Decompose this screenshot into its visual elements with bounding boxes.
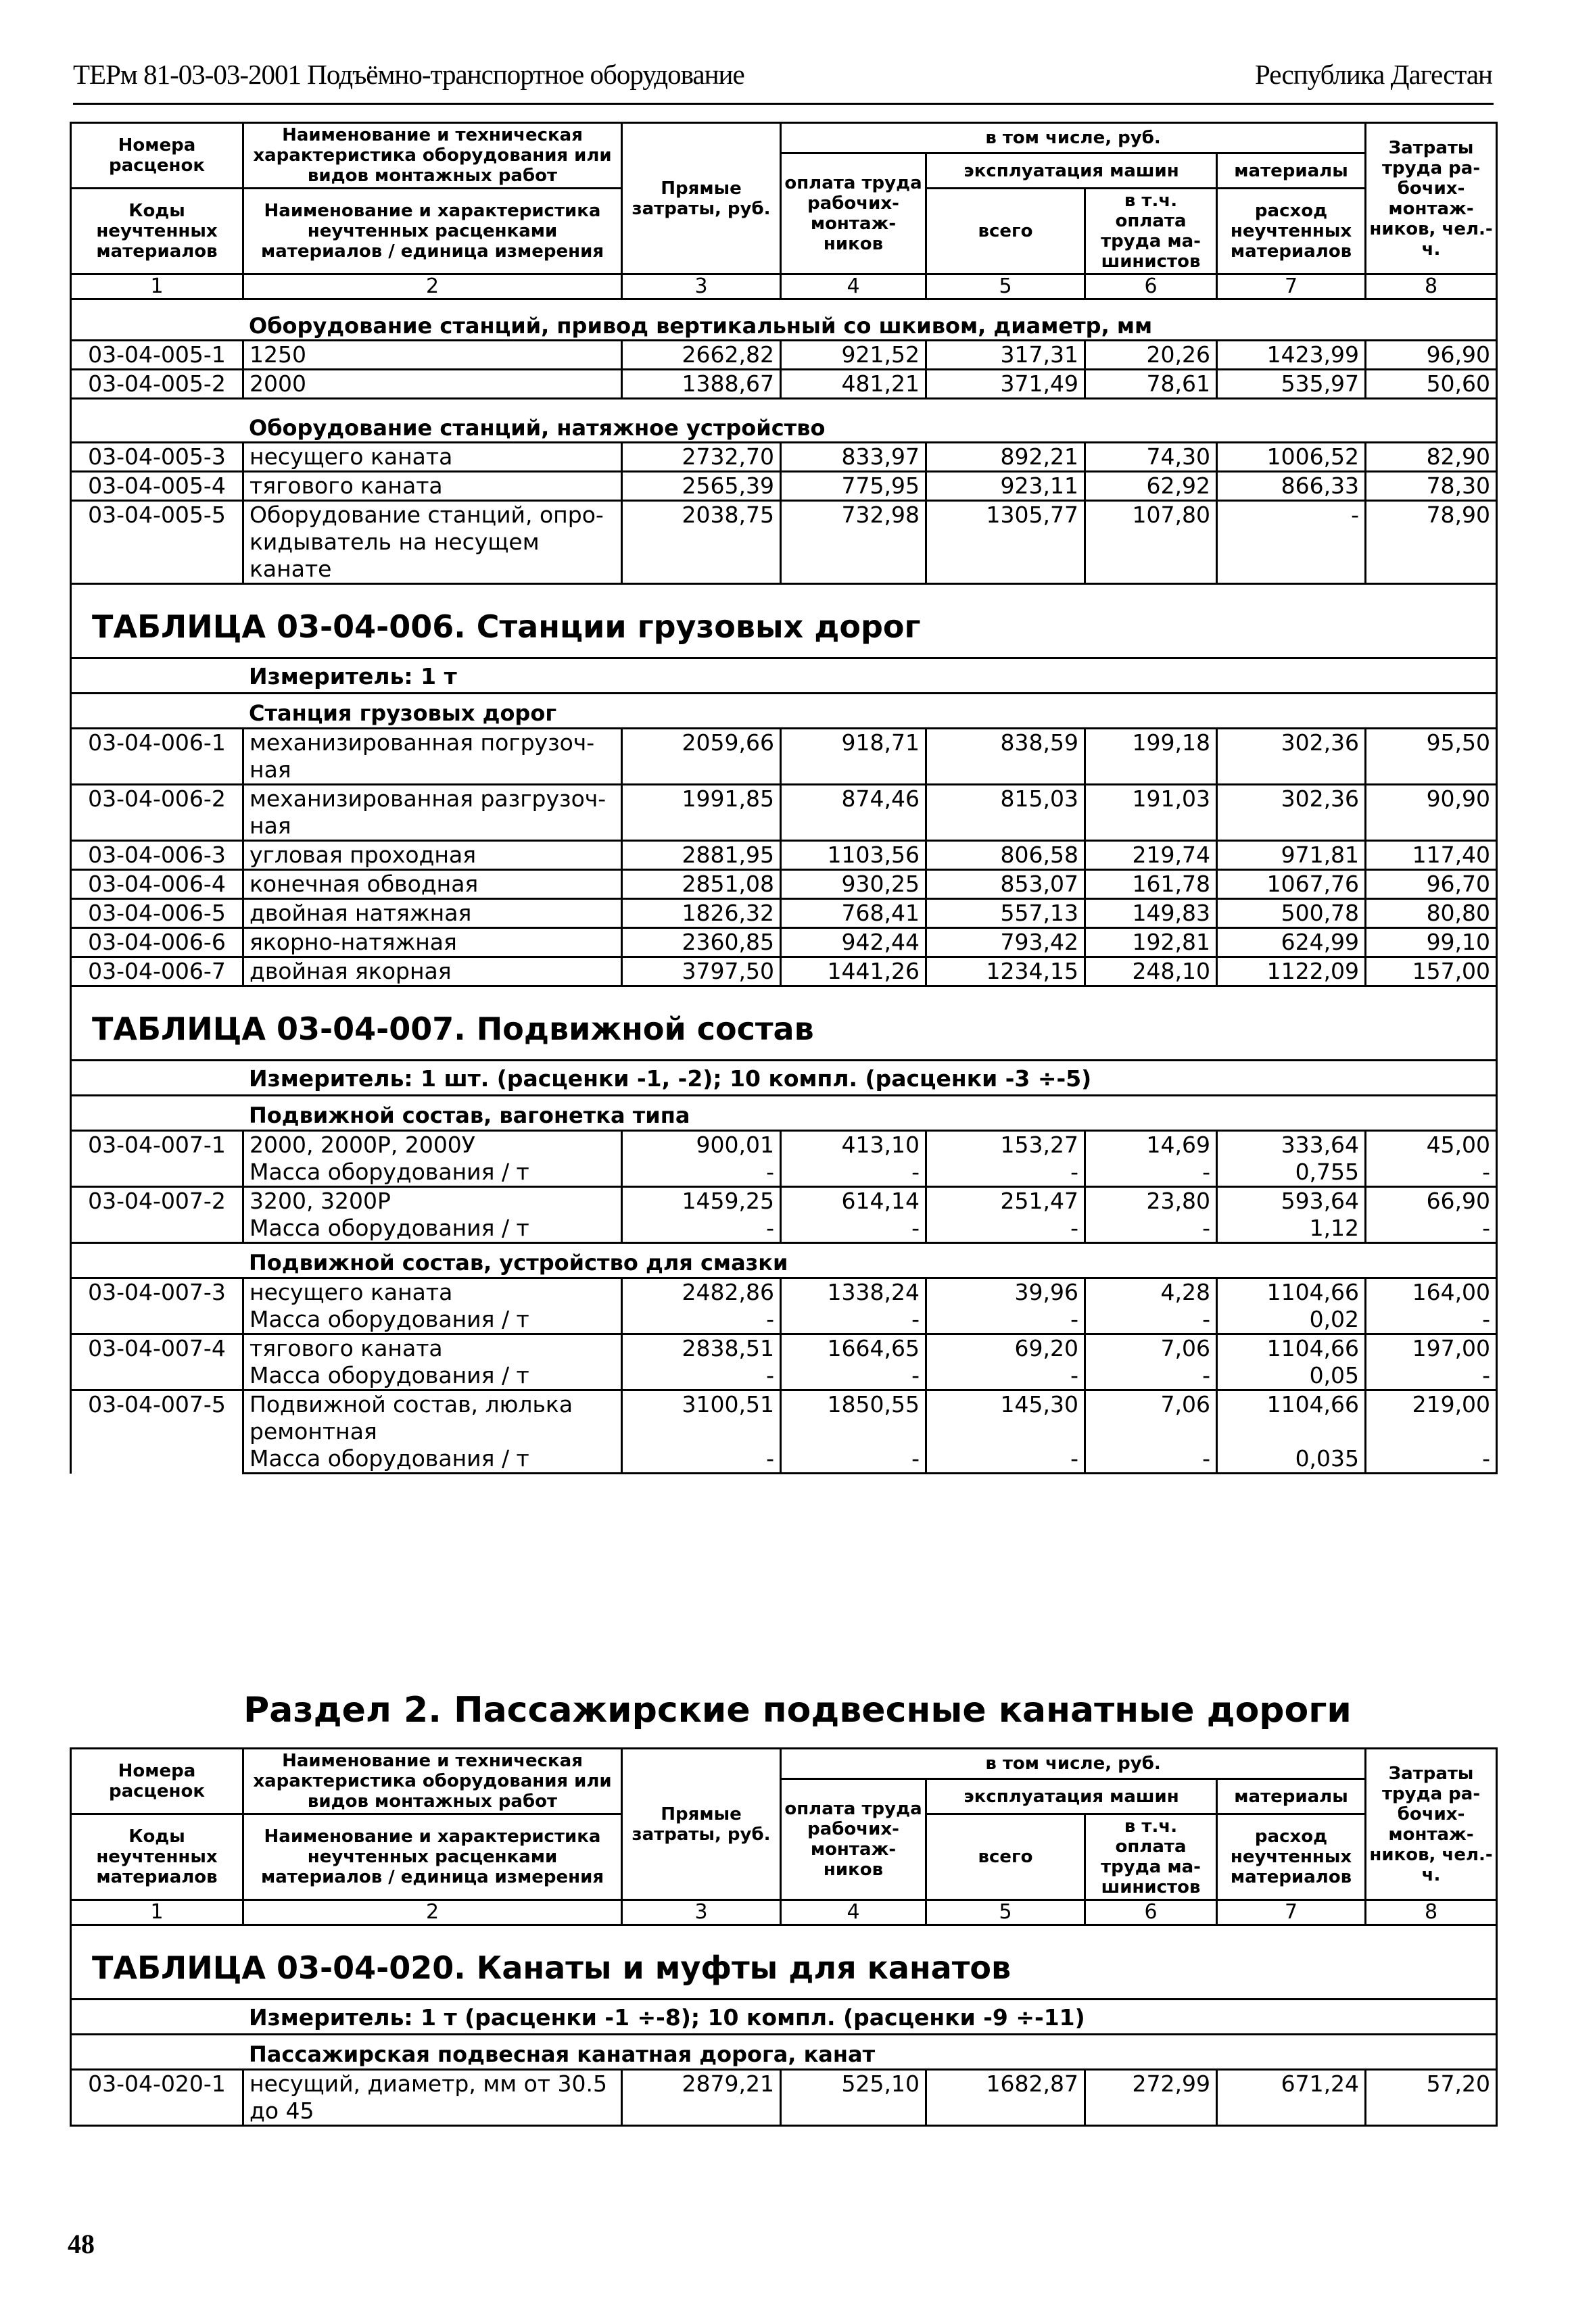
table-row xyxy=(71,1131,1497,1159)
rate-name: несущего каната xyxy=(243,1278,622,1307)
machines-total: 793,42 xyxy=(926,928,1085,957)
table-row xyxy=(71,1187,1497,1215)
group-heading: Станция грузовых дорог xyxy=(71,694,1497,729)
rate-name: 2000 xyxy=(243,370,622,399)
machinist-wages: 74,30 xyxy=(1085,443,1217,472)
machines-total: 1234,15 xyxy=(926,957,1085,986)
machinist-wages: 272,99 xyxy=(1085,2070,1217,2126)
material-value: - xyxy=(1085,1215,1217,1243)
material-usage: 0,755 xyxy=(1217,1159,1366,1187)
machinist-wages: 4,28 xyxy=(1085,1278,1217,1307)
material-row xyxy=(71,1159,1497,1187)
labor-hours: 157,00 xyxy=(1366,957,1497,986)
material-value: - xyxy=(1366,1445,1497,1474)
direct-costs: 2360,85 xyxy=(622,928,781,957)
col-number: 7 xyxy=(1217,274,1366,299)
labor-hours: 90,90 xyxy=(1366,785,1497,841)
rate-name: 1250 xyxy=(243,341,622,370)
col-head-material-usage: расход неучтенных материалов xyxy=(1217,1814,1366,1900)
labor-hours: 219,00 xyxy=(1366,1390,1497,1446)
running-header-region: Республика Дагестан xyxy=(1255,59,1492,90)
material-value: - xyxy=(622,1215,781,1243)
table-row xyxy=(71,729,1497,785)
col-head-direct-costs: Прямые затраты, руб. xyxy=(622,123,781,274)
col-number: 5 xyxy=(926,274,1085,299)
direct-costs: 2732,70 xyxy=(622,443,781,472)
col-number: 8 xyxy=(1366,274,1497,299)
materials: 1104,66 xyxy=(1217,1334,1366,1363)
material-name: Масса оборудования / т xyxy=(243,1306,622,1334)
labor-hours: 78,90 xyxy=(1366,501,1497,584)
direct-costs: 2881,95 xyxy=(622,841,781,870)
material-row xyxy=(71,1445,1497,1474)
rate-name: тягового каната xyxy=(243,1334,622,1363)
rate-name: Оборудование станций, опро-кидыватель на несущем канате xyxy=(243,501,622,584)
col-head-machinist-wages: в т.ч. оплата труда ма-шинистов xyxy=(1085,189,1217,274)
table-row xyxy=(71,1390,1497,1446)
material-value: - xyxy=(781,1215,926,1243)
material-name: Масса оборудования / т xyxy=(243,1215,622,1243)
materials: 1104,66 xyxy=(1217,1390,1366,1446)
rate-code: 03-04-006-1 xyxy=(71,729,243,785)
direct-costs: 1388,67 xyxy=(622,370,781,399)
table-row xyxy=(71,341,1497,370)
material-row xyxy=(71,1215,1497,1243)
col-number: 3 xyxy=(622,1900,781,1925)
labor-hours: 96,90 xyxy=(1366,341,1497,370)
materials: 866,33 xyxy=(1217,472,1366,501)
material-value: - xyxy=(926,1215,1085,1243)
machines-total: 806,58 xyxy=(926,841,1085,870)
rate-name: 2000, 2000Р, 2000У xyxy=(243,1131,622,1159)
materials: 1423,99 xyxy=(1217,341,1366,370)
wages: 413,10 xyxy=(781,1131,926,1159)
rate-name: якорно-натяжная xyxy=(243,928,622,957)
material-row xyxy=(71,1362,1497,1390)
col-head-including: в том числе, руб. xyxy=(781,123,1366,153)
table-title: ТАБЛИЦА 03-04-006. Станции грузовых дорог xyxy=(71,584,1497,658)
col-number: 3 xyxy=(622,274,781,299)
running-header-title: ТЕРм 81-03-03-2001 Подъёмно-транспортное оборудование xyxy=(73,59,744,90)
direct-costs: 1459,25 xyxy=(622,1187,781,1215)
rate-name: двойная натяжная xyxy=(243,899,622,928)
machinist-wages: 78,61 xyxy=(1085,370,1217,399)
col-head-machines: эксплуатация машин xyxy=(926,1779,1217,1814)
wages: 930,25 xyxy=(781,870,926,899)
rate-code: 03-04-006-2 xyxy=(71,785,243,841)
rate-code: 03-04-005-5 xyxy=(71,501,243,584)
wages: 614,14 xyxy=(781,1187,926,1215)
col-head-machinist-wages: в т.ч. оплата труда ма-шинистов xyxy=(1085,1814,1217,1900)
labor-hours: 82,90 xyxy=(1366,443,1497,472)
material-value: - xyxy=(622,1159,781,1187)
col-number: 8 xyxy=(1366,1900,1497,1925)
machinist-wages: 161,78 xyxy=(1085,870,1217,899)
materials: 593,64 xyxy=(1217,1187,1366,1215)
rate-name: двойная якорная xyxy=(243,957,622,986)
labor-hours: 197,00 xyxy=(1366,1334,1497,1363)
materials: 333,64 xyxy=(1217,1131,1366,1159)
table-row xyxy=(71,443,1497,472)
rate-code: 03-04-005-1 xyxy=(71,341,243,370)
direct-costs: 2662,82 xyxy=(622,341,781,370)
rate-code: 03-04-007-2 xyxy=(71,1187,243,1243)
col-head-machines-total: всего xyxy=(926,1814,1085,1900)
table-row xyxy=(71,841,1497,870)
materials: 624,99 xyxy=(1217,928,1366,957)
material-value: - xyxy=(926,1445,1085,1474)
materials: 1104,66 xyxy=(1217,1278,1366,1307)
wages: 874,46 xyxy=(781,785,926,841)
machines-total: 853,07 xyxy=(926,870,1085,899)
machines-total: 923,11 xyxy=(926,472,1085,501)
rate-code: 03-04-020-1 xyxy=(71,2070,243,2126)
wages: 1850,55 xyxy=(781,1390,926,1446)
rate-name: механизированная погрузоч-ная xyxy=(243,729,622,785)
wages: 525,10 xyxy=(781,2070,926,2126)
section-title: Раздел 2. Пассажирские подвесные канатные дороги xyxy=(243,1690,1352,1730)
material-value: - xyxy=(781,1306,926,1334)
col-head-including: в том числе, руб. xyxy=(781,1749,1366,1779)
materials: 535,97 xyxy=(1217,370,1366,399)
rates-table-2 xyxy=(70,1747,1498,2127)
direct-costs: 2565,39 xyxy=(622,472,781,501)
direct-costs: 2038,75 xyxy=(622,501,781,584)
col-number: 6 xyxy=(1085,274,1217,299)
materials: 1006,52 xyxy=(1217,443,1366,472)
machines-total: 145,30 xyxy=(926,1390,1085,1446)
material-row xyxy=(71,1306,1497,1334)
material-value: - xyxy=(622,1362,781,1390)
wages: 1338,24 xyxy=(781,1278,926,1307)
materials: 302,36 xyxy=(1217,729,1366,785)
col-head-material-codes: Коды неучтенных материалов xyxy=(71,1814,243,1900)
materials: 1122,09 xyxy=(1217,957,1366,986)
labor-hours: 80,80 xyxy=(1366,899,1497,928)
material-value: - xyxy=(1366,1306,1497,1334)
rate-code: 03-04-005-4 xyxy=(71,472,243,501)
col-head-material-name: Наименование и характеристика неучтенных расценками материалов / единица измерения xyxy=(243,1814,622,1900)
material-value: - xyxy=(1085,1159,1217,1187)
wages: 1664,65 xyxy=(781,1334,926,1363)
material-name: Масса оборудования / т xyxy=(243,1362,622,1390)
labor-hours: 96,70 xyxy=(1366,870,1497,899)
direct-costs: 3797,50 xyxy=(622,957,781,986)
wages: 768,41 xyxy=(781,899,926,928)
group-heading: Пассажирская подвесная канатная дорога, канат xyxy=(71,2035,1497,2070)
table-row xyxy=(71,472,1497,501)
rate-code: 03-04-006-3 xyxy=(71,841,243,870)
machinist-wages: 191,03 xyxy=(1085,785,1217,841)
wages: 481,21 xyxy=(781,370,926,399)
unit-of-measure: Измеритель: 1 шт. (расценки -1, -2); 10 компл. (расценки -3 ÷-5) xyxy=(71,1061,1497,1096)
rate-name: конечная обводная xyxy=(243,870,622,899)
machinist-wages: 107,80 xyxy=(1085,501,1217,584)
wages: 833,97 xyxy=(781,443,926,472)
unit-of-measure: Измеритель: 1 т xyxy=(71,658,1497,694)
table-row xyxy=(71,870,1497,899)
material-value: - xyxy=(781,1362,926,1390)
machinist-wages: 7,06 xyxy=(1085,1390,1217,1446)
labor-hours: 45,00 xyxy=(1366,1131,1497,1159)
rate-code: 03-04-007-4 xyxy=(71,1334,243,1390)
col-number: 4 xyxy=(781,1900,926,1925)
material-value: - xyxy=(1085,1445,1217,1474)
material-usage: 0,05 xyxy=(1217,1362,1366,1390)
labor-hours: 99,10 xyxy=(1366,928,1497,957)
labor-hours: 78,30 xyxy=(1366,472,1497,501)
materials: - xyxy=(1217,501,1366,584)
wages: 1103,56 xyxy=(781,841,926,870)
direct-costs: 2851,08 xyxy=(622,870,781,899)
labor-hours: 57,20 xyxy=(1366,2070,1497,2126)
wages: 921,52 xyxy=(781,341,926,370)
labor-hours: 95,50 xyxy=(1366,729,1497,785)
page-number: 48 xyxy=(68,2229,95,2259)
materials: 1067,76 xyxy=(1217,870,1366,899)
material-value: - xyxy=(1366,1159,1497,1187)
labor-hours: 50,60 xyxy=(1366,370,1497,399)
material-value: - xyxy=(622,1445,781,1474)
col-head-wages: оплата труда рабочих-монтаж-ников xyxy=(781,153,926,274)
machines-total: 815,03 xyxy=(926,785,1085,841)
table-row xyxy=(71,2070,1497,2126)
col-head-labor: Затраты труда ра-бочих-монтаж-ников, чел.-ч. xyxy=(1366,1749,1497,1900)
machinist-wages: 23,80 xyxy=(1085,1187,1217,1215)
col-head-direct-costs: Прямые затраты, руб. xyxy=(622,1749,781,1900)
material-name: Масса оборудования / т xyxy=(243,1159,622,1187)
direct-costs: 1826,32 xyxy=(622,899,781,928)
col-number: 7 xyxy=(1217,1900,1366,1925)
col-head-machines-total: всего xyxy=(926,189,1085,274)
machines-total: 1305,77 xyxy=(926,501,1085,584)
machinist-wages: 7,06 xyxy=(1085,1334,1217,1363)
group-heading: Подвижной состав, вагонетка типа xyxy=(71,1096,1497,1131)
machines-total: 838,59 xyxy=(926,729,1085,785)
table-row xyxy=(71,928,1497,957)
material-value: - xyxy=(781,1159,926,1187)
rate-code: 03-04-005-3 xyxy=(71,443,243,472)
rate-name: Подвижной состав, люлька ремонтная xyxy=(243,1390,622,1446)
materials: 671,24 xyxy=(1217,2070,1366,2126)
rates-table-1 xyxy=(70,122,1498,1474)
material-usage: 0,02 xyxy=(1217,1306,1366,1334)
rate-code: 03-04-007-5 xyxy=(71,1390,243,1474)
table-row xyxy=(71,957,1497,986)
direct-costs: 3100,51 xyxy=(622,1390,781,1446)
col-head-labor: Затраты труда ра-бочих-монтаж-ников, чел.-ч. xyxy=(1366,123,1497,274)
rate-name: несущий, диаметр, мм от 30.5 до 45 xyxy=(243,2070,622,2126)
direct-costs: 2059,66 xyxy=(622,729,781,785)
rate-name: несущего каната xyxy=(243,443,622,472)
group-heading: Подвижной состав, устройство для смазки xyxy=(71,1243,1497,1278)
rate-name: 3200, 3200Р xyxy=(243,1187,622,1215)
material-value: - xyxy=(1366,1362,1497,1390)
materials: 302,36 xyxy=(1217,785,1366,841)
table-row xyxy=(71,370,1497,399)
material-usage: 1,12 xyxy=(1217,1215,1366,1243)
col-number: 2 xyxy=(243,274,622,299)
col-number: 2 xyxy=(243,1900,622,1925)
col-number: 1 xyxy=(71,274,243,299)
direct-costs: 2838,51 xyxy=(622,1334,781,1363)
labor-hours: 117,40 xyxy=(1366,841,1497,870)
rate-name: тягового каната xyxy=(243,472,622,501)
material-value: - xyxy=(926,1306,1085,1334)
material-usage: 0,035 xyxy=(1217,1445,1366,1474)
machines-total: 371,49 xyxy=(926,370,1085,399)
machines-total: 892,21 xyxy=(926,443,1085,472)
table-title: ТАБЛИЦА 03-04-007. Подвижной состав xyxy=(71,986,1497,1061)
direct-costs: 2879,21 xyxy=(622,2070,781,2126)
materials: 500,78 xyxy=(1217,899,1366,928)
unit-of-measure: Измеритель: 1 т (расценки -1 ÷-8); 10 компл. (расценки -9 ÷-11) xyxy=(71,2000,1497,2035)
rate-name: механизированная разгрузоч-ная xyxy=(243,785,622,841)
col-head-rate-numbers: Номера расценок xyxy=(71,123,243,189)
col-head-wages: оплата труда рабочих-монтаж-ников xyxy=(781,1779,926,1900)
labor-hours: 66,90 xyxy=(1366,1187,1497,1215)
material-value: - xyxy=(1085,1362,1217,1390)
wages: 942,44 xyxy=(781,928,926,957)
material-value: - xyxy=(1366,1215,1497,1243)
rate-code: 03-04-006-4 xyxy=(71,870,243,899)
rate-code: 03-04-006-7 xyxy=(71,957,243,986)
wages: 918,71 xyxy=(781,729,926,785)
rate-code: 03-04-007-3 xyxy=(71,1278,243,1334)
col-head-materials: материалы xyxy=(1217,1779,1366,1814)
col-number: 4 xyxy=(781,274,926,299)
machinist-wages: 14,69 xyxy=(1085,1131,1217,1159)
col-head-rate-numbers: Номера расценок xyxy=(71,1749,243,1814)
rate-code: 03-04-006-5 xyxy=(71,899,243,928)
direct-costs: 1991,85 xyxy=(622,785,781,841)
col-head-material-codes: Коды неучтенных материалов xyxy=(71,189,243,274)
machinist-wages: 199,18 xyxy=(1085,729,1217,785)
machines-total: 317,31 xyxy=(926,341,1085,370)
rate-name: угловая проходная xyxy=(243,841,622,870)
table-row xyxy=(71,1278,1497,1307)
machinist-wages: 192,81 xyxy=(1085,928,1217,957)
material-value: - xyxy=(926,1362,1085,1390)
machinist-wages: 219,74 xyxy=(1085,841,1217,870)
group-heading: Оборудование станций, натяжное устройство xyxy=(71,399,1497,443)
machines-total: 557,13 xyxy=(926,899,1085,928)
table-row xyxy=(71,899,1497,928)
col-head-machines: эксплуатация машин xyxy=(926,153,1217,189)
col-head-materials: материалы xyxy=(1217,153,1366,189)
col-number: 1 xyxy=(71,1900,243,1925)
rate-code: 03-04-006-6 xyxy=(71,928,243,957)
rate-code: 03-04-007-1 xyxy=(71,1131,243,1187)
machinist-wages: 62,92 xyxy=(1085,472,1217,501)
machinist-wages: 248,10 xyxy=(1085,957,1217,986)
col-number: 6 xyxy=(1085,1900,1217,1925)
table-row xyxy=(71,501,1497,584)
group-heading: Оборудование станций, привод вертикальный со шкивом, диаметр, мм xyxy=(71,299,1497,341)
table-row xyxy=(71,785,1497,841)
machinist-wages: 20,26 xyxy=(1085,341,1217,370)
material-value: - xyxy=(781,1445,926,1474)
materials: 971,81 xyxy=(1217,841,1366,870)
machines-total: 69,20 xyxy=(926,1334,1085,1363)
labor-hours: 164,00 xyxy=(1366,1278,1497,1307)
table-row xyxy=(71,1334,1497,1363)
machines-total: 153,27 xyxy=(926,1131,1085,1159)
machinist-wages: 149,83 xyxy=(1085,899,1217,928)
wages: 732,98 xyxy=(781,501,926,584)
machines-total: 1682,87 xyxy=(926,2070,1085,2126)
material-value: - xyxy=(622,1306,781,1334)
machines-total: 251,47 xyxy=(926,1187,1085,1215)
material-value: - xyxy=(926,1159,1085,1187)
col-head-name: Наименование и техническая характеристика оборудования или видов монтажных работ xyxy=(243,123,622,189)
table-title: ТАБЛИЦА 03-04-020. Канаты и муфты для канатов xyxy=(71,1925,1497,2000)
col-head-material-name: Наименование и характеристика неучтенных расценками материалов / единица измерения xyxy=(243,189,622,274)
wages: 1441,26 xyxy=(781,957,926,986)
direct-costs: 2482,86 xyxy=(622,1278,781,1307)
rate-code: 03-04-005-2 xyxy=(71,370,243,399)
col-head-name: Наименование и техническая характеристика оборудования или видов монтажных работ xyxy=(243,1749,622,1814)
material-value: - xyxy=(1085,1306,1217,1334)
header-rule xyxy=(73,103,1494,105)
col-number: 5 xyxy=(926,1900,1085,1925)
material-name: Масса оборудования / т xyxy=(243,1445,622,1474)
wages: 775,95 xyxy=(781,472,926,501)
machines-total: 39,96 xyxy=(926,1278,1085,1307)
direct-costs: 900,01 xyxy=(622,1131,781,1159)
col-head-material-usage: расход неучтенных материалов xyxy=(1217,189,1366,274)
